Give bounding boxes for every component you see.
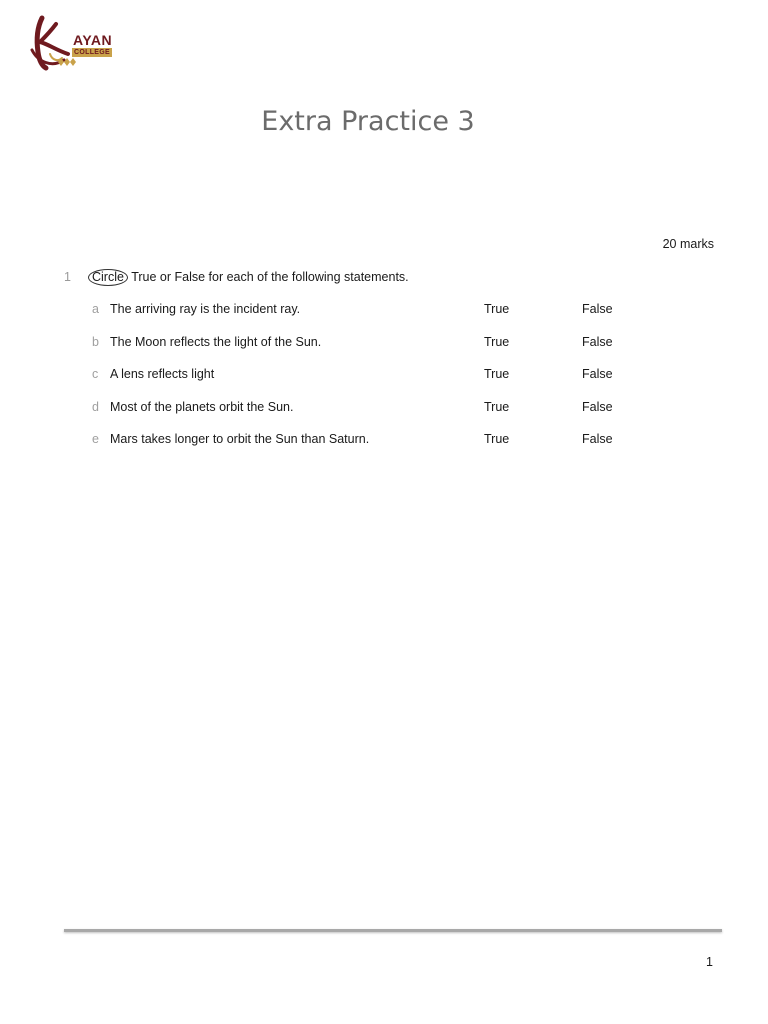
false-option[interactable]: False — [582, 302, 613, 316]
statement-text: Mars takes longer to orbit the Sun than Saturn. — [110, 432, 370, 446]
statement-text: The arriving ray is the incident ray. — [110, 302, 301, 316]
question-number: 1 — [64, 270, 71, 284]
statement-text: The Moon reflects the light of the Sun. — [110, 335, 322, 349]
college-logo — [28, 14, 114, 74]
statement-row-d — [0, 399, 768, 417]
true-option[interactable]: True — [484, 400, 510, 414]
circled-word: Circle — [88, 269, 128, 286]
false-option[interactable]: False — [582, 335, 613, 349]
page-title: Extra Practice 3 — [261, 106, 475, 137]
footer-divider — [64, 929, 722, 932]
false-option[interactable]: False — [582, 400, 613, 414]
statement-letter: b — [92, 335, 99, 349]
question-instruction — [89, 269, 409, 286]
total-marks: 20 marks — [662, 237, 714, 251]
statement-row-b — [0, 334, 768, 352]
statement-text: Most of the planets orbit the Sun. — [110, 400, 294, 414]
statement-text: A lens reflects light — [110, 367, 215, 381]
statement-row-e — [0, 431, 768, 449]
statement-letter: d — [92, 400, 99, 414]
logo-wordmark: AYAN — [73, 32, 113, 48]
statement-letter: a — [92, 302, 99, 316]
statement-letter: c — [92, 367, 99, 381]
false-option[interactable]: False — [582, 367, 613, 381]
true-option[interactable]: True — [484, 432, 510, 446]
statement-row-c — [0, 366, 768, 384]
false-option[interactable]: False — [582, 432, 613, 446]
statement-row-a — [0, 301, 768, 319]
instruction-text: True or False for each of the following statements. — [127, 270, 409, 284]
true-option[interactable]: True — [484, 302, 510, 316]
true-option[interactable]: True — [484, 335, 510, 349]
true-option[interactable]: True — [484, 367, 510, 381]
statement-letter: e — [92, 432, 99, 446]
logo-subtitle: COLLEGE — [72, 48, 112, 57]
page-number: 1 — [706, 955, 713, 969]
